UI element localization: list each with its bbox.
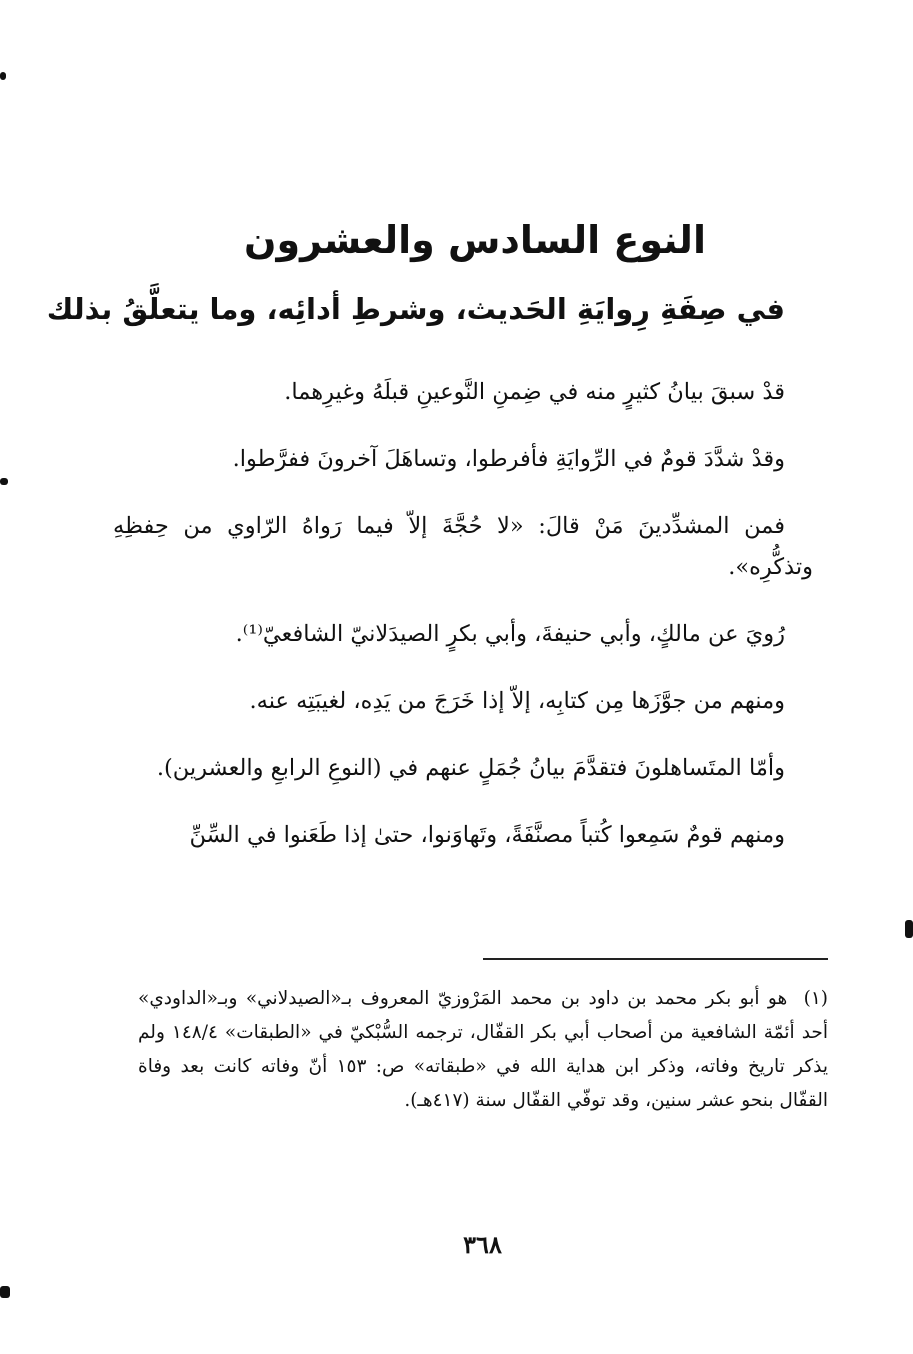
chapter-title: النوع السادس والعشرون (244, 218, 706, 262)
chapter-subtitle: في صِفَةِ رِوايَةِ الحَديث، وشرطِ أدائِه، وما يتعلَّقُ بذلك (46, 292, 785, 326)
paragraph: ومنهم من جوَّزَها مِن كتابِه، إلاّ إذا خَرَجَ من يَدِه، لغيبَتِه عنه. (249, 688, 785, 714)
footnote-separator (483, 958, 828, 960)
paragraph: وأمّا المتَساهلونَ فتقدَّمَ بيانُ جُمَلٍ عنهم في (النوعِ الرابعِ والعشرين). (156, 755, 785, 781)
paragraph: قدْ سبقَ بيانُ كثيرٍ منه في ضِمنِ النَّوعينِ قبلَهُ وغيرِهما. (284, 379, 785, 405)
page-number: ٣٦٨ (463, 1230, 502, 1259)
footnote (138, 982, 828, 1118)
scan-edge-mark-bottom (0, 1286, 10, 1298)
paragraph: فمن المشدِّدينَ مَنْ قالَ: «لا حُجَّةَ إلاّ فيما رَواهُ الرّاوي من حِفظِهِ وتذكُّرِه». (113, 513, 813, 580)
scan-edge-mark-middle (0, 478, 8, 485)
footnote-text: هو أبو بكر محمد بن داود بن محمد المَرْوزيّ المعروف بـ«الصيدلاني» وبـ«الداودي» أحد أئمّة الشافعية من أصحاب أبي بكر القفّال، ترجمه السُّبْكيّ في «الطبقات» ١٤٨/٤ ولم يذكر تاريخ وفاته، وذكر ابن هداية الله في «طبقاته» ص: ١٥٣ أنّ وفاته كانت بعد وفاة القفّال بنحو عشر سنين، وقد توفّي القفّال سنة (٤١٧هـ). (138, 988, 829, 1111)
paragraph: وقدْ شدَّدَ قومٌ في الرِّوايَةِ فأفرطوا، وتساهَلَ آخرونَ ففرَّطوا. (232, 446, 785, 472)
paragraph: رُويَ عن مالكٍ، وأبي حنيفةَ، وأبي بكرٍ الصيدَلانيّ الشافعيّ⁽¹⁾. (235, 621, 785, 647)
scan-edge-mark-top (0, 72, 6, 80)
body-text (113, 372, 813, 882)
scan-edge-mark-right (905, 920, 913, 938)
footnote-marker: (١) (803, 988, 828, 1009)
paragraph: ومنهم قومٌ سَمِعوا كُتباً مصنَّفَةً، وتَهاوَنوا، حتىٰ إذا طَعَنوا في السِّنِّ (189, 822, 785, 848)
